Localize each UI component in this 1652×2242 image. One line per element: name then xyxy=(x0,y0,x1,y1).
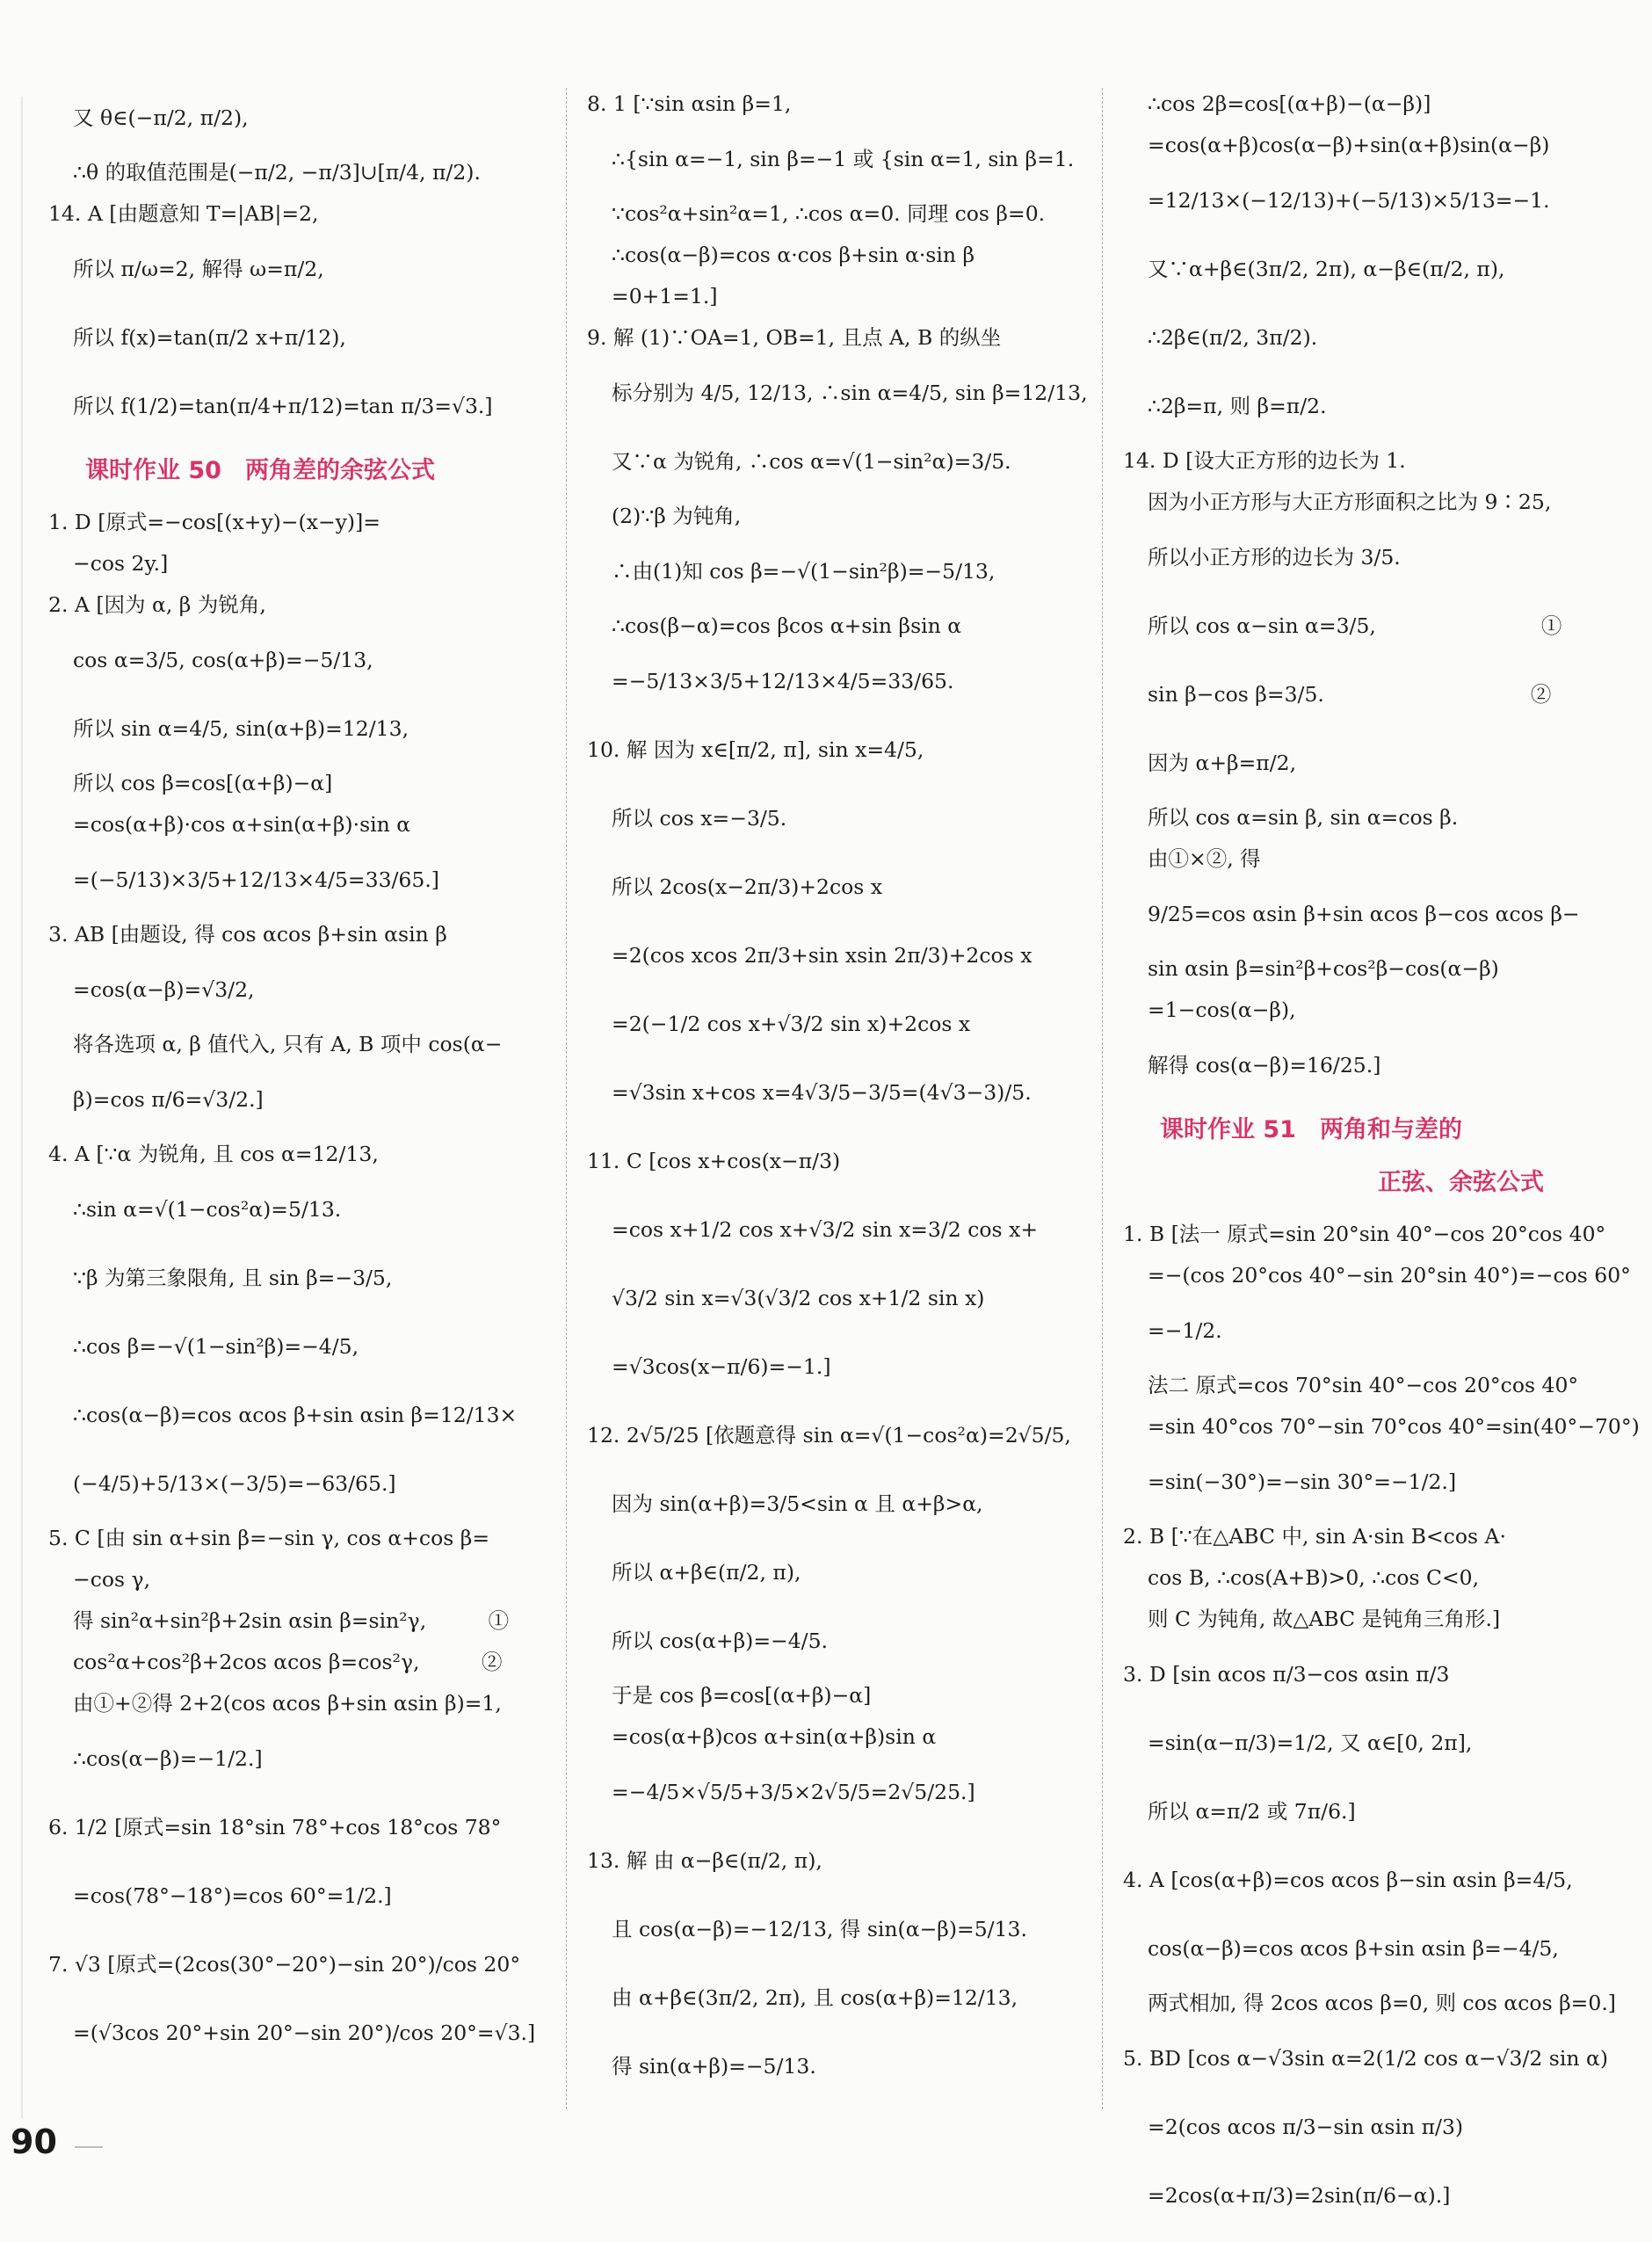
answer-line: =−1/2. xyxy=(1148,1318,1222,1343)
answer-column-2 xyxy=(587,83,1088,2105)
page-number-rule xyxy=(75,2146,103,2148)
answer-line: cos B, ∴cos(A+B)>0, ∴cos C<0, xyxy=(1148,1565,1480,1590)
answer-line: 则 C 为钝角, 故△ABC 是钝角三角形.] xyxy=(1148,1607,1501,1631)
answer-line: 13. 解 由 α−β∈(π/2, π), xyxy=(587,1848,822,1873)
answer-line: ∴cos(β−α)=cos βcos α+sin βsin α xyxy=(612,613,962,638)
answer-line: =cos(α+β)cos α+sin(α+β)sin α xyxy=(612,1724,937,1749)
answer-line: 将各选项 α, β 值代入, 只有 A, B 项中 cos(α− xyxy=(73,1032,503,1056)
answer-line: 所以 cos α=sin β, sin α=cos β. xyxy=(1148,805,1459,830)
answer-line: ∵β 为第三象限角, 且 sin β=−3/5, xyxy=(73,1266,393,1290)
answer-line: −cos γ, xyxy=(73,1567,151,1592)
answer-line: 因为小正方形与大正方形面积之比为 9∶25, xyxy=(1148,490,1552,514)
answer-line: 因为 sin(α+β)=3/5<sin α 且 α+β>α, xyxy=(612,1491,983,1516)
answer-line: ∴2β∈(π/2, 3π/2). xyxy=(1148,325,1318,350)
answer-line: sin β−cos β=3/5. ② xyxy=(1148,682,1552,707)
answer-line: =−4/5×√5/5+3/5×2√5/5=2√5/25.] xyxy=(612,1780,975,1804)
page-edge-line xyxy=(21,97,23,2118)
answer-line: =√3cos(x−π/6)=−1.] xyxy=(612,1354,831,1379)
section-heading: 正弦、余弦公式 xyxy=(1378,1169,1544,1196)
answer-line: cos(α−β)=cos αcos β+sin αsin β=−4/5, xyxy=(1148,1936,1559,1961)
answer-line: 所以 cos α−sin α=3/5, ① xyxy=(1148,613,1562,638)
answer-line: (−4/5)+5/13×(−3/5)=−63/65.] xyxy=(73,1471,396,1496)
section-heading: 课时作业 50 两角差的余弦公式 xyxy=(85,457,435,484)
answer-line: 3. AB [由题设, 得 cos αcos β+sin αsin β xyxy=(48,922,447,947)
answer-line: 8. 1 [∵sin αsin β=1, xyxy=(587,91,792,116)
answer-line: 14. D [设大正方形的边长为 1. xyxy=(1123,448,1406,473)
answer-line: 由①×②, 得 xyxy=(1148,846,1261,871)
answer-line: =1−cos(α−β), xyxy=(1148,998,1296,1022)
column-divider xyxy=(1102,88,1103,2109)
answer-line: 且 cos(α−β)=−12/13, 得 sin(α−β)=5/13. xyxy=(612,1917,1027,1941)
answer-line: ∴cos 2β=cos[(α+β)−(α−β)] xyxy=(1148,91,1431,116)
answer-line: 6. 1/2 [原式=sin 18°sin 78°+cos 18°cos 78° xyxy=(48,1815,502,1839)
answer-line: 法二 原式=cos 70°sin 40°−cos 20°cos 40° xyxy=(1148,1373,1579,1397)
answer-line: =sin(−30°)=−sin 30°=−1/2.] xyxy=(1148,1469,1457,1494)
answer-line: 所以 α=π/2 或 7π/6.] xyxy=(1148,1799,1356,1824)
answer-line: 11. C [cos x+cos(x−π/3) xyxy=(587,1149,841,1173)
answer-column-1 xyxy=(48,83,549,2105)
answer-line: =12/13×(−12/13)+(−5/13)×5/13=−1. xyxy=(1148,188,1550,213)
answer-line: =2(−1/2 cos x+√3/2 sin x)+2cos x xyxy=(612,1012,971,1036)
answer-line: =−(cos 20°cos 40°−sin 20°sin 40°)=−cos 60° xyxy=(1148,1263,1631,1288)
answer-line: 于是 cos β=cos[(α+β)−α] xyxy=(612,1683,872,1708)
answer-line: 由①+②得 2+2(cos αcos β+sin αsin β)=1, xyxy=(73,1691,502,1716)
answer-line: 得 sin(α+β)=−5/13. xyxy=(612,2054,816,2079)
answer-line: 5. C [由 sin α+sin β=−sin γ, cos α+cos β= xyxy=(48,1526,490,1550)
answer-line: =2(cos αcos π/3−sin αsin π/3) xyxy=(1148,2115,1464,2139)
answer-line: =cos x+1/2 cos x+√3/2 sin x=3/2 cos x+ xyxy=(612,1217,1039,1242)
answer-line: 1. D [原式=−cos[(x+y)−(x−y)]= xyxy=(48,510,380,534)
answer-line: 两式相加, 得 2cos αcos β=0, 则 cos αcos β=0.] xyxy=(1148,1991,1616,2015)
answer-line: 所以 cos β=cos[(α+β)−α] xyxy=(73,771,333,795)
answer-line: =(√3cos 20°+sin 20°−sin 20°)/cos 20°=√3.] xyxy=(73,2021,536,2045)
answer-line: 10. 解 因为 x∈[π/2, π], sin x=4/5, xyxy=(587,737,924,762)
answer-line: ∴θ 的取值范围是(−π/2, −π/3]∪[π/4, π/2). xyxy=(73,160,481,185)
answer-line: =sin(α−π/3)=1/2, 又 α∈[0, 2π], xyxy=(1148,1730,1473,1755)
answer-line: =cos(78°−18°)=cos 60°=1/2.] xyxy=(73,1883,392,1908)
answer-line: 所以 cos(α+β)=−4/5. xyxy=(612,1629,828,1653)
answer-line: 得 sin²α+sin²β+2sin αsin β=sin²γ, ① xyxy=(73,1608,510,1633)
answer-line: √3/2 sin x=√3(√3/2 cos x+1/2 sin x) xyxy=(612,1286,985,1310)
section-heading: 课时作业 51 两角和与差的 xyxy=(1160,1116,1462,1143)
answer-line: =(−5/13)×3/5+12/13×4/5=33/65.] xyxy=(73,867,439,892)
answer-line: 又∵α 为锐角, ∴cos α=√(1−sin²α)=3/5. xyxy=(612,449,1011,474)
answer-line: 9. 解 (1)∵OA=1, OB=1, 且点 A, B 的纵坐 xyxy=(587,325,1002,350)
answer-line: ∴cos(α−β)=cos α·cos β+sin α·sin β xyxy=(612,243,975,267)
answer-line: 所以 π/ω=2, 解得 ω=π/2, xyxy=(73,257,324,281)
answer-line: 又 θ∈(−π/2, π/2), xyxy=(73,105,249,130)
answer-line: 由 α+β∈(3π/2, 2π), 且 cos(α+β)=12/13, xyxy=(612,1985,1018,2010)
answer-line: ∴cos(α−β)=−1/2.] xyxy=(73,1746,263,1771)
answer-line: ∵cos²α+sin²α=1, ∴cos α=0. 同理 cos β=0. xyxy=(612,201,1046,226)
answer-line: ∴cos(α−β)=cos αcos β+sin αsin β=12/13× xyxy=(73,1403,518,1427)
answer-line: ∴sin α=√(1−cos²α)=5/13. xyxy=(73,1197,342,1222)
answer-line: ∴cos β=−√(1−sin²β)=−4/5, xyxy=(73,1334,359,1359)
answer-line: ∴{sin α=−1, sin β=−1 或 {sin α=1, sin β=1. xyxy=(612,147,1075,171)
answer-line: cos α=3/5, cos(α+β)=−5/13, xyxy=(73,648,373,672)
answer-line: 所以 sin α=4/5, sin(α+β)=12/13, xyxy=(73,716,409,741)
answer-line: =cos(α+β)·cos α+sin(α+β)·sin α xyxy=(73,812,411,837)
answer-line: ∴2β=π, 则 β=π/2. xyxy=(1148,394,1327,418)
answer-line: 解得 cos(α−β)=16/25.] xyxy=(1148,1053,1381,1077)
answer-line: 7. √3 [原式=(2cos(30°−20°)−sin 20°)/cos 20° xyxy=(48,1952,521,1977)
answer-line: 所以 f(1/2)=tan(π/4+π/12)=tan π/3=√3.] xyxy=(73,394,493,418)
answer-line: cos²α+cos²β+2cos αcos β=cos²γ, ② xyxy=(73,1650,503,1674)
answer-line: =0+1=1.] xyxy=(612,284,718,308)
answer-line: 1. B [法一 原式=sin 20°sin 40°−cos 20°cos 40° xyxy=(1123,1222,1606,1246)
answer-line: 又∵α+β∈(3π/2, 2π), α−β∈(π/2, π), xyxy=(1148,257,1505,281)
answer-line: (2)∵β 为钝角, xyxy=(612,504,742,528)
answer-line: 所以 α+β∈(π/2, π), xyxy=(612,1560,801,1585)
column-divider xyxy=(566,88,567,2109)
answer-line: 4. A [cos(α+β)=cos αcos β−sin αsin β=4/5, xyxy=(1123,1868,1573,1892)
answer-line: =cos(α−β)=√3/2, xyxy=(73,977,255,1002)
answer-line: ∴由(1)知 cos β=−√(1−sin²β)=−5/13, xyxy=(612,559,996,584)
answer-line: 因为 α+β=π/2, xyxy=(1148,751,1297,775)
answer-line: 2. A [因为 α, β 为锐角, xyxy=(48,592,266,617)
answer-line: =2cos(α+π/3)=2sin(π/6−α).] xyxy=(1148,2183,1451,2208)
answer-line: −cos 2y.] xyxy=(73,551,169,576)
answer-line: =−5/13×3/5+12/13×4/5=33/65. xyxy=(612,669,954,693)
answer-line: 14. A [由题意知 T=|AB|=2, xyxy=(48,201,319,226)
answer-line: 所以 f(x)=tan(π/2 x+π/12), xyxy=(73,325,346,350)
answer-line: β)=cos π/6=√3/2.] xyxy=(73,1087,264,1112)
answer-line: 4. A [∵α 为锐角, 且 cos α=12/13, xyxy=(48,1142,379,1166)
answer-line: =2(cos xcos 2π/3+sin xsin 2π/3)+2cos x xyxy=(612,943,1032,968)
answer-line: 12. 2√5/25 [依题意得 sin α=√(1−cos²α)=2√5/5, xyxy=(587,1423,1071,1448)
answer-line: 3. D [sin αcos π/3−cos αsin π/3 xyxy=(1123,1662,1450,1687)
answer-line: 标分别为 4/5, 12/13, ∴sin α=4/5, sin β=12/13, xyxy=(612,381,1088,405)
answer-line: 5. BD [cos α−√3sin α=2(1/2 cos α−√3/2 sin α) xyxy=(1123,2046,1608,2071)
answer-line: 所以 cos x=−3/5. xyxy=(612,806,787,831)
answer-line: sin αsin β=sin²β+cos²β−cos(α−β) xyxy=(1148,956,1499,981)
answer-line: =cos(α+β)cos(α−β)+sin(α+β)sin(α−β) xyxy=(1148,133,1550,157)
page-number: 90 xyxy=(11,2122,57,2161)
answer-line: =sin 40°cos 70°−sin 70°cos 40°=sin(40°−70°) xyxy=(1148,1414,1640,1439)
answer-column-3 xyxy=(1123,83,1640,2208)
answer-line: 2. B [∵在△ABC 中, sin A·sin B<cos A· xyxy=(1123,1524,1506,1549)
answer-line: 所以 2cos(x−2π/3)+2cos x xyxy=(612,874,883,899)
answer-line: 所以小正方形的边长为 3/5. xyxy=(1148,545,1401,570)
answer-line: =√3sin x+cos x=4√3/5−3/5=(4√3−3)/5. xyxy=(612,1080,1032,1105)
answer-line: 9/25=cos αsin β+sin αcos β−cos αcos β− xyxy=(1148,902,1580,926)
